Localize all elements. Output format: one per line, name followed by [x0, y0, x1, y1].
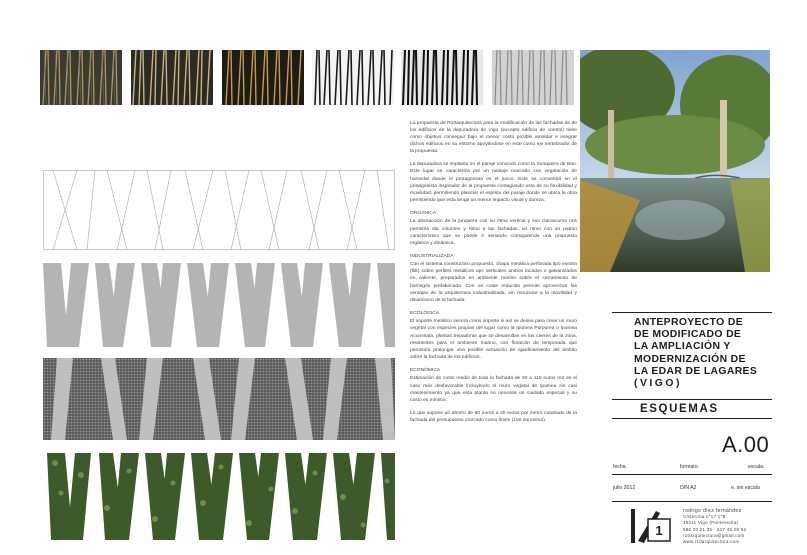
subtitle-bottom-rule — [612, 418, 772, 419]
fecha-label: fecha. — [613, 464, 628, 470]
reed-texture-image — [401, 50, 483, 105]
reed-thumbnail-bw-2 — [401, 50, 483, 105]
reed-texture-image — [492, 50, 574, 105]
firm-address: C/Gerona n°17 1°B — [683, 514, 726, 520]
svg-text:1: 1 — [655, 523, 663, 538]
firm-details — [683, 508, 775, 545]
reed-texture-image — [131, 50, 213, 105]
reed-texture-image — [222, 50, 304, 105]
title-top-rule — [612, 312, 772, 313]
firm-email: r10arquitectura@gmail.com — [683, 532, 745, 538]
title-line: MODERNIZACIÓN DE — [634, 353, 746, 365]
facade-scheme-perforated — [43, 358, 395, 440]
title-line: DE MODIFICADO DE — [634, 329, 742, 341]
reed-thumbnail-bw-1 — [312, 50, 394, 105]
project-description — [410, 120, 577, 430]
heading-organica: ORGÁNICA — [410, 210, 437, 216]
subtitle-top-rule — [612, 399, 772, 400]
formato-label: formato. — [680, 464, 700, 470]
heading-ecologica: ECOLÓGICA — [410, 310, 440, 316]
title-line: LA EDAR DE LAGARES — [634, 365, 758, 377]
project-title — [634, 317, 772, 390]
paragraph-ecologica: El soporte metálico servirá como soporte si así se desea para crear un muro vegetal con especies propias del lugar como la Ipomea Purpurea o Ipomea Acuminata, plantas trepadoras que se desarrollan en los cierres de la zona, resistentes para el ambiente marino, con floración de temporada que permitiría prolongar una posible actuación de ajardinamiento del ámbito sobre la fachada de los edificios. — [410, 319, 577, 360]
reed-thumbnail-color-1 — [40, 50, 122, 105]
sheet-number: A.00 — [722, 432, 770, 457]
facade-scheme-vegetation — [43, 453, 395, 540]
r10-logo — [628, 507, 674, 545]
firm-city: 36211 Vigo (Pontevedra) — [683, 520, 739, 526]
reed-thumbnail-color-2 — [131, 50, 213, 105]
fecha-value: julio 2012 — [613, 485, 636, 491]
formato-value: DIN A2 — [680, 485, 697, 491]
paragraph-site: La depuradora se implanta en el paraje conocido como la Xunqueira de Bao. Este lugar se caracteriza por un paisaje marcado con vegetación de humedal donde el protagonista es el junco. Este se convertirá en el protagonista inspirador de la propuesta contagiando esta de su flexibilidad y movilidad, permitiendo plasmar el espíritu del paraje donde se ubica la obra permitiendo que esta tenga un menor impacto visual y dureza. — [410, 162, 577, 203]
paragraph-intro: La propuesta de R10arquitectura para la modificación de las fachadas de de los edificios de la depuradora de Vigo (excepto edificio de control) tiene como objetivo conseguir bajo el menor costo posible amoldar e integrar dichos edificios en su entorno apoyándose en este como eje vertebrador de la propuesta. — [410, 121, 577, 155]
river-landscape-image — [580, 50, 770, 272]
sheet-subtitle: ESQUEMAS — [640, 403, 719, 415]
heading-industrializada: INDUSTRIALIZADA — [410, 253, 454, 259]
facade-scheme-grey-slats — [43, 263, 395, 347]
title-line: (VIGO) — [634, 378, 682, 390]
title-line: ANTEPROYECTO DE — [634, 317, 743, 328]
escala-value: e. sin escala — [731, 485, 760, 491]
reed-thumbnail-grey — [492, 50, 574, 105]
firm-phone: 986 20 21 35 · 617 45 28 62 — [683, 526, 747, 532]
title-line: LA AMPLIACIÓN Y — [634, 341, 731, 353]
facade-scheme-lines — [43, 170, 395, 250]
footer-rule — [612, 501, 772, 502]
r10-logo-icon — [628, 507, 674, 545]
paragraph-industrializada: Con el sistema constructivo propuesto, chapa metálica perforada tipo esedra (fitk) sobre perfiles metálicos upc verticales ambos lacados o galvanizados en caliente, preparados en ambiente marino sobre el cerramiento de hormigón prefabricado. Con un coste reducido permite aprovechar las ventajas de la arquitectura industrializada, sin renunciar a la movilidad y dinamismo de la fachada. — [410, 262, 577, 303]
paragraph-economica: Estimación de costo medio de toda la fachada de 90 a 110 euros m2 en el caso más desfavorable incluyendo el muro vegetal de Ipomea sin casi mantenimiento ya que esta planta no necesita un cuidado especial y su costo es mínimo. — [410, 376, 577, 403]
site-photo — [580, 50, 770, 272]
paragraph-ahorro: Lo que supone un ahorro de 60 euros a 40 euros por metro cuadrado de la fachada del presupuesto marcado como límite (150 euros/m2). — [410, 410, 577, 423]
escala-label: escala. — [748, 464, 765, 470]
firm-web: www.r10arquitectura.com — [683, 539, 740, 545]
paragraph-organica: La abstracción de la junquera con su ritmo vertical y sus claroscuros nos permitirá dar volumen y ritmo a las fachadas, un ritmo con un patrón característico que se puede ir seriando consiguiendo una propuesta orgánica y dinámica. — [410, 219, 577, 246]
heading-economica: ECONÓMICA — [410, 367, 441, 373]
meta-rule — [612, 474, 772, 475]
reed-texture-image — [312, 50, 394, 105]
firm-name: rodrigo díez fernández — [683, 508, 742, 514]
reed-thumbnail-color-3 — [222, 50, 304, 105]
reed-texture-image — [40, 50, 122, 105]
